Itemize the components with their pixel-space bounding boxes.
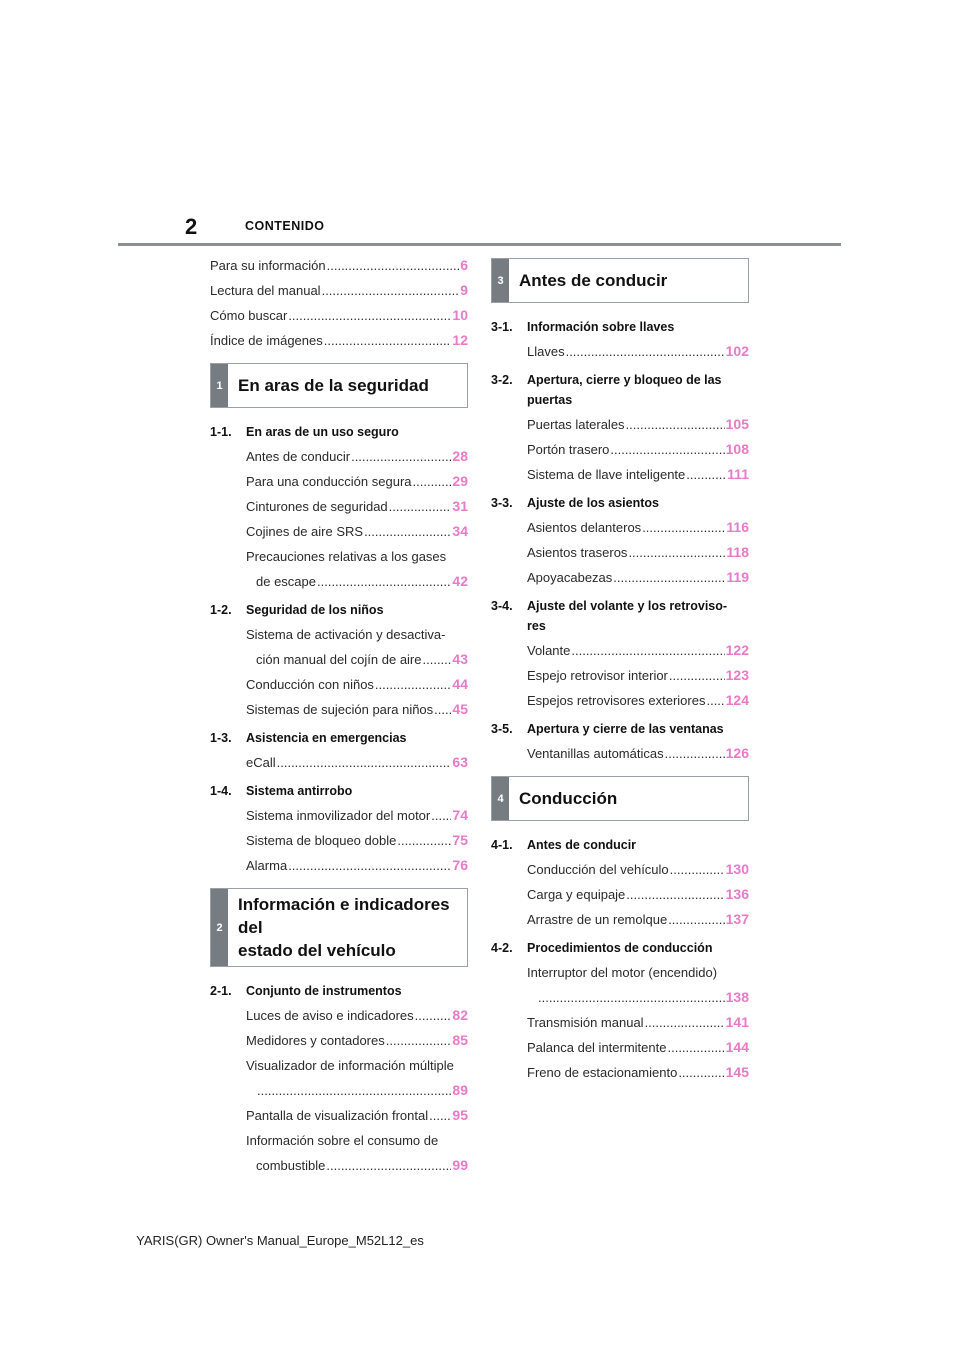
page-link[interactable]: 34 xyxy=(452,523,468,539)
chapter-title: Información e indicadores del estado del vehículo xyxy=(238,895,450,960)
toc-entry[interactable]: Conducción del vehículo ..... 130 xyxy=(491,857,749,882)
toc-entry[interactable]: Llaves ..... 102 xyxy=(491,339,749,364)
page-link[interactable]: 118 xyxy=(726,544,749,560)
page-link[interactable]: 45 xyxy=(452,701,468,717)
chapter-title: Antes de conducir xyxy=(519,271,668,290)
page-link[interactable]: 124 xyxy=(725,692,749,708)
section-heading: 3-2. Apertura, cierre y bloqueo de las puertas xyxy=(491,373,722,407)
page-link[interactable]: 6 xyxy=(460,257,468,273)
page-link[interactable]: 44 xyxy=(452,676,468,692)
chapter-title: Conducción xyxy=(519,789,618,808)
toc-entry[interactable]: Ventanillas automáticas ..... 126 xyxy=(491,741,749,766)
page-link[interactable]: 82 xyxy=(452,1007,468,1023)
toc-entry[interactable]: Sistemas de sujeción para niños ..... 45 xyxy=(210,697,468,722)
page-link[interactable]: 43 xyxy=(452,651,468,667)
toc-entry[interactable]: Alarma ..... 76 xyxy=(210,853,468,878)
toc-entry[interactable]: Sistema de bloqueo doble ..... 75 xyxy=(210,828,468,853)
page-link[interactable]: 105 xyxy=(725,416,749,432)
toc-entry[interactable]: Palanca del intermitente ..... 144 xyxy=(491,1035,749,1060)
toc-entry[interactable]: Luces de aviso e indicadores ..... 82 xyxy=(210,1003,468,1028)
page-link[interactable]: 95 xyxy=(452,1107,468,1123)
toc-entry[interactable]: Asientos traseros ..... 118 xyxy=(491,540,749,565)
toc-entry[interactable]: Transmisión manual ..... 141 xyxy=(491,1010,749,1035)
chapter-tab: 2 xyxy=(211,889,228,966)
toc-entry[interactable]: Espejos retrovisores exteriores ..... 124 xyxy=(491,688,749,713)
toc-entry[interactable]: Índice de imágenes ..... 12 xyxy=(210,328,468,353)
page-link[interactable]: 119 xyxy=(726,569,749,585)
page-link[interactable]: 136 xyxy=(725,886,749,902)
toc-entry[interactable]: Conducción con niños ..... 44 xyxy=(210,672,468,697)
section-heading: 3-5. Apertura y cierre de las ventanas xyxy=(491,722,724,736)
chapter-tab: 3 xyxy=(492,259,509,302)
toc-left-column xyxy=(210,253,468,1178)
page-link[interactable]: 29 xyxy=(452,473,468,489)
toc-entry[interactable]: Para su información ..... 6 xyxy=(210,253,468,278)
toc-entry[interactable]: Sistema de llave inteligente ..... 111 xyxy=(491,462,749,487)
section-heading: 3-1. Información sobre llaves xyxy=(491,320,675,334)
page-link[interactable]: 75 xyxy=(452,832,468,848)
toc-entry[interactable]: Espejo retrovisor interior ..... 123 xyxy=(491,663,749,688)
toc-entry[interactable]: Sistema inmovilizador del motor ..... 74 xyxy=(210,803,468,828)
header-divider xyxy=(118,243,841,246)
page-link[interactable]: 99 xyxy=(452,1157,468,1173)
page-number: 2 xyxy=(185,214,198,239)
toc-right-column xyxy=(491,258,749,1085)
page-link[interactable]: 111 xyxy=(727,466,749,482)
toc-entry[interactable]: Cinturones de seguridad ..... 31 xyxy=(210,494,468,519)
toc-entry-first-line: Sistema de activación y desactiva- xyxy=(246,627,446,642)
toc-entry[interactable]: Puertas laterales ..... 105 xyxy=(491,412,749,437)
footer-manual-id: YARIS(GR) Owner's Manual_Europe_M52L12_es xyxy=(136,1233,424,1248)
page-link[interactable]: 123 xyxy=(725,667,749,683)
toc-entry[interactable]: combustible ..... 99 xyxy=(210,1153,468,1178)
section-heading: 3-3. Ajuste de los asientos xyxy=(491,496,659,510)
toc-entry-first-line: Información sobre el consumo de xyxy=(246,1133,439,1148)
page-link[interactable]: 137 xyxy=(725,911,749,927)
chapter-4-box[interactable] xyxy=(491,776,749,821)
page-link[interactable]: 76 xyxy=(452,857,468,873)
page-link[interactable]: 145 xyxy=(725,1064,749,1080)
chapter-tab: 4 xyxy=(492,777,509,820)
section-heading: 1-2. Seguridad de los niños xyxy=(210,603,384,617)
section-heading: 3-4. Ajuste del volante y los retroviso- res xyxy=(491,599,728,633)
page-link[interactable]: 28 xyxy=(452,448,468,464)
page-link[interactable]: 9 xyxy=(460,282,468,298)
chapter-3-box[interactable] xyxy=(491,258,749,303)
page-link[interactable]: 42 xyxy=(452,573,468,589)
page-link[interactable]: 116 xyxy=(726,519,749,535)
toc-entry[interactable]: Apoyacabezas ..... 119 xyxy=(491,565,749,590)
page-link[interactable]: 108 xyxy=(725,441,749,457)
toc-entry-first-line: Precauciones relativas a los gases xyxy=(246,549,447,564)
header-title: CONTENIDO xyxy=(245,219,325,233)
page-link[interactable]: 89 xyxy=(452,1082,468,1098)
section-heading: 4-1. Antes de conducir xyxy=(491,838,637,852)
page-link[interactable]: 138 xyxy=(725,989,749,1005)
section-heading: 1-3. Asistencia en emergencias xyxy=(210,731,407,745)
chapter-2-box[interactable] xyxy=(210,888,468,967)
toc-entry[interactable]: de escape ..... 42 xyxy=(210,569,468,594)
section-heading: 4-2. Procedimientos de conducción xyxy=(491,941,713,955)
toc-entry[interactable]: Cojines de aire SRS ..... 34 xyxy=(210,519,468,544)
section-heading: 1-4. Sistema antirrobo xyxy=(210,784,353,798)
toc-entry[interactable] xyxy=(210,1078,468,1103)
chapter-title: En aras de la seguridad xyxy=(238,376,429,395)
toc-entry[interactable]: Lectura del manual ..... 9 xyxy=(210,278,468,303)
toc-entry[interactable]: Para una conducción segura ..... 29 xyxy=(210,469,468,494)
section-heading: 2-1. Conjunto de instrumentos xyxy=(210,984,402,998)
chapter-tab: 1 xyxy=(211,364,228,407)
toc-entry[interactable]: Arrastre de un remolque ..... 137 xyxy=(491,907,749,932)
toc-entry[interactable]: Asientos delanteros ..... 116 xyxy=(491,515,749,540)
toc-entry[interactable]: Portón trasero ..... 108 xyxy=(491,437,749,462)
toc-entry[interactable]: Volante ..... 122 xyxy=(491,638,749,663)
toc-entry[interactable]: Freno de estacionamiento ..... 145 xyxy=(491,1060,749,1085)
toc-entry[interactable] xyxy=(491,985,749,1010)
toc-entry[interactable]: Medidores y contadores ..... 85 xyxy=(210,1028,468,1053)
page-link[interactable]: 31 xyxy=(452,498,468,514)
toc-entry[interactable]: eCall ..... 63 xyxy=(210,750,468,775)
page-link[interactable]: 10 xyxy=(452,307,468,323)
page-link[interactable]: 85 xyxy=(452,1032,468,1048)
page-link[interactable]: 141 xyxy=(725,1014,749,1030)
page-link[interactable]: 102 xyxy=(725,343,749,359)
toc-entry[interactable]: Antes de conducir ..... 28 xyxy=(210,444,468,469)
toc-entry-first-line: Visualizador de información múltiple xyxy=(246,1058,454,1073)
toc-entry[interactable]: Pantalla de visualización frontal ..... 95 xyxy=(210,1103,468,1128)
page-link[interactable]: 63 xyxy=(452,754,468,770)
section-heading: 1-1. En aras de un uso seguro xyxy=(210,425,399,439)
toc-entry[interactable]: ción manual del cojín de aire ..... 43 xyxy=(210,647,468,672)
page-link[interactable]: 126 xyxy=(725,745,749,761)
page-link[interactable]: 12 xyxy=(452,332,468,348)
toc-entry[interactable]: Carga y equipaje ..... 136 xyxy=(491,882,749,907)
page-link[interactable]: 122 xyxy=(725,642,749,658)
page-link[interactable]: 144 xyxy=(725,1039,749,1055)
toc-entry[interactable]: Cómo buscar ..... 10 xyxy=(210,303,468,328)
page-link[interactable]: 74 xyxy=(452,807,468,823)
toc-entry-first-line: Interruptor del motor (encendido) xyxy=(527,965,718,980)
page-link[interactable]: 130 xyxy=(725,861,749,877)
chapter-1-box[interactable] xyxy=(210,363,468,408)
